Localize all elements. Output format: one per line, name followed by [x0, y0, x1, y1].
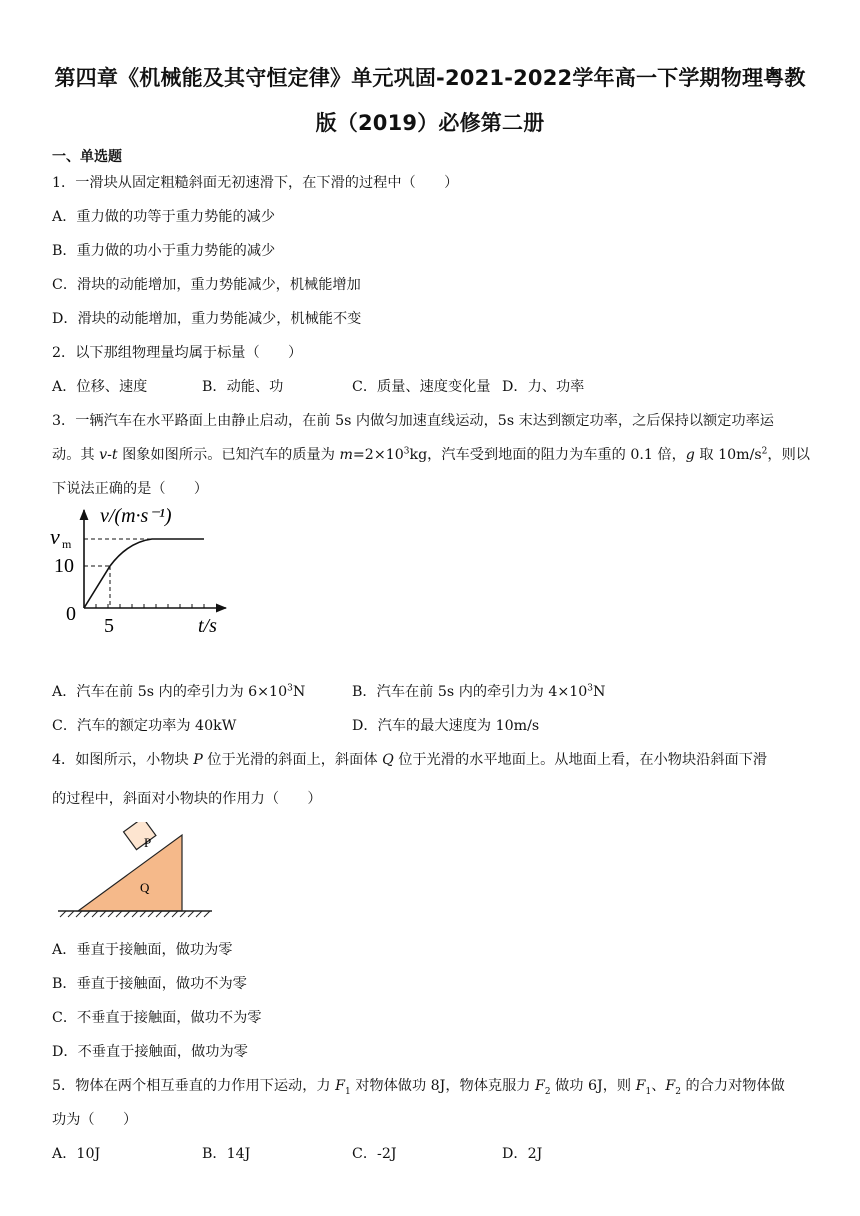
- x-tick-5: 5: [104, 615, 114, 637]
- vm-label-v: v: [50, 524, 60, 549]
- q3-option-a: A．汽车在前 5s 内的牵引力为 $6\times 10^3N$: [52, 683, 306, 700]
- vm-label-sub: m: [62, 537, 72, 551]
- q1-option-c: C．滑块的动能增加，重力势能减少，机械能增加: [52, 277, 361, 293]
- q5-option-a: A．10J: [52, 1146, 101, 1162]
- q3-stem-line2: 动。其 v-t 图象如图所示。已知汽车的质量为 $m=2\times 10^3kg$，汽车受到地面的阻力为车重的 0.1 倍，g 取 $10m/s^2$，则以: [52, 446, 810, 463]
- q3-stem-line1: 3．一辆汽车在水平路面上由静止启动，在前 5s 内做匀加速直线运动，5s 末达到额定功率，之后保持以额定功率运: [52, 413, 774, 429]
- q1-option-a: A．重力做的功等于重力势能的减少: [52, 209, 276, 225]
- ground-hatching: [60, 911, 210, 917]
- vt-curve: [84, 539, 204, 608]
- y-axis-label: v/(m·s⁻¹): [100, 505, 172, 527]
- block-p-label: P: [144, 835, 152, 850]
- q4-option-d: D．不垂直于接触面，做功为零: [52, 1044, 248, 1060]
- q1-stem: 1．一滑块从固定粗糙斜面无初速滑下，在下滑的过程中（ ）: [52, 175, 459, 191]
- document-title-line1: 第四章《机械能及其守恒定律》单元巩固-2021-2022学年高一下学期物理粤教: [54, 66, 806, 90]
- section-heading: 一、单选题: [52, 149, 122, 165]
- q4-incline-figure: [56, 822, 216, 922]
- q2-option-d: D．力、功率: [502, 379, 585, 395]
- q4-stem-line2: 的过程中，斜面对小物块的作用力（ ）: [52, 791, 322, 807]
- q3-vt-graph: [48, 500, 238, 650]
- q2-option-b: B．动能、功: [202, 379, 284, 395]
- q5-stem-line1: 5．物体在两个相互垂直的力作用下运动，力 $F_1$ 对物体做功 8J，物体克服力 $F_2$ 做功 6J，则 $F_1$、$F_2$ 的合力对物体做: [52, 1078, 785, 1097]
- q5-stem-line2: 功为（ ）: [52, 1112, 138, 1128]
- y-tick-10: 10: [54, 555, 74, 577]
- q2-option-c: C．质量、速度变化量: [352, 379, 491, 395]
- q1-option-b: B．重力做的功小于重力势能的减少: [52, 243, 276, 259]
- x-axis-label: t/s: [198, 615, 217, 637]
- q5-option-b: B．14J: [202, 1146, 251, 1162]
- origin-label: 0: [66, 603, 76, 625]
- q4-option-a: A．垂直于接触面，做功为零: [52, 942, 233, 958]
- q3-option-d: D．汽车的最大速度为 10m/s: [352, 718, 540, 734]
- q2-option-a: A．位移、速度: [52, 379, 148, 395]
- q5-option-c: C．-2J: [352, 1146, 397, 1162]
- q1-option-d: D．滑块的动能增加，重力势能减少，机械能不变: [52, 311, 362, 327]
- q4-option-c: C．不垂直于接触面，做功不为零: [52, 1010, 262, 1026]
- q3-option-c: C．汽车的额定功率为 40kW: [52, 718, 237, 734]
- q2-stem: 2．以下那组物理量均属于标量（ ）: [52, 345, 303, 361]
- document-title-line2: 版（2019）必修第二册: [315, 111, 545, 135]
- incline-q: [78, 835, 182, 911]
- q5-option-d: D．2J: [502, 1146, 543, 1162]
- q3-stem-line3: 下说法正确的是（ ）: [52, 481, 209, 497]
- q3-option-b: B．汽车在前 5s 内的牵引力为 $4\times 10^3N$: [352, 683, 606, 700]
- incline-q-label: Q: [140, 880, 150, 895]
- q4-option-b: B．垂直于接触面，做功不为零: [52, 976, 247, 992]
- q4-stem-line1: 4．如图所示，小物块 P 位于光滑的斜面上，斜面体 Q 位于光滑的水平地面上。从地面上看，在小物块沿斜面下滑: [52, 752, 768, 768]
